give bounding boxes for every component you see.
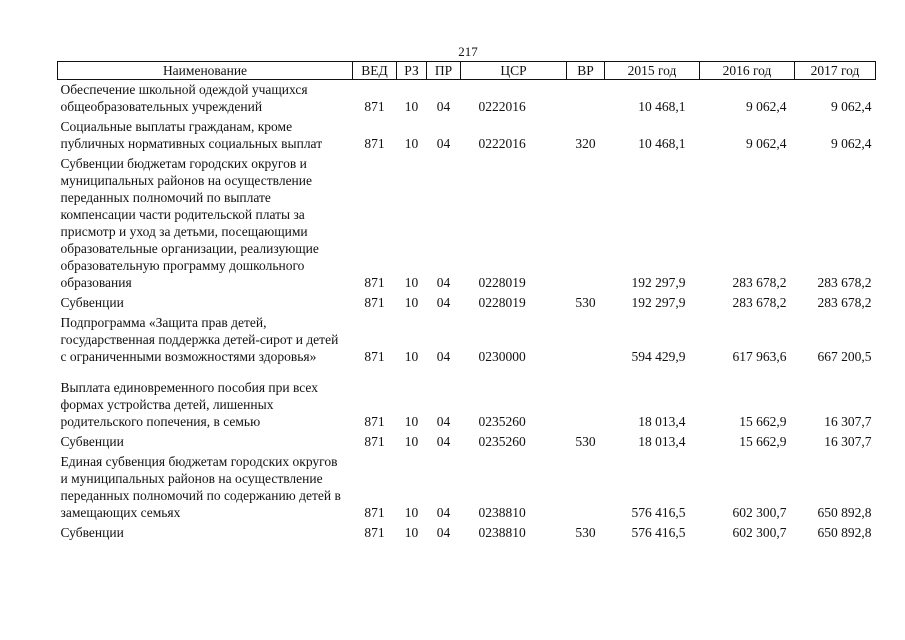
row-name: Субвенции	[60, 525, 124, 540]
row-name: Обеспечение школьной одеждой учащихся общеобразовательных учреждений	[60, 82, 308, 114]
table-row	[58, 154, 876, 293]
header-ved: ВЕД	[353, 62, 397, 80]
table-row	[58, 293, 876, 313]
row-2016: 283 678,2	[732, 295, 787, 310]
row-vr	[567, 367, 605, 432]
row-csr: 0222016	[478, 99, 526, 114]
row-vr	[567, 80, 605, 118]
row-2016: 15 662,9	[739, 434, 787, 449]
row-2017: 283 678,2	[817, 295, 872, 310]
row-2015: 18 013,4	[638, 434, 686, 449]
page-number: 217	[458, 44, 478, 59]
row-vr	[567, 452, 605, 523]
budget-table	[57, 61, 876, 543]
row-2016: 602 300,7	[732, 525, 787, 540]
row-csr: 0235260	[478, 434, 526, 449]
row-csr: 0222016	[478, 136, 526, 151]
row-csr: 0238810	[478, 525, 526, 540]
row-2016: 602 300,7	[732, 505, 787, 520]
row-pr: 04	[436, 295, 451, 310]
row-name: Субвенции	[60, 295, 124, 310]
row-2015: 18 013,4	[638, 414, 686, 429]
header-csr: ЦСР	[461, 62, 567, 80]
row-2015: 594 429,9	[631, 349, 686, 364]
table-row	[58, 367, 876, 432]
header-rz: РЗ	[397, 62, 427, 80]
row-2017: 283 678,2	[817, 275, 872, 290]
row-2015: 192 297,9	[631, 295, 686, 310]
row-csr: 0230000	[478, 349, 526, 364]
row-rz: 10	[404, 349, 419, 364]
row-ved: 871	[364, 99, 385, 114]
row-rz: 10	[404, 295, 419, 310]
table-header	[58, 62, 876, 80]
row-name: Субвенции	[60, 434, 124, 449]
header-2017: 2017 год	[795, 62, 876, 80]
row-2016: 15 662,9	[739, 414, 787, 429]
row-2017: 16 307,7	[824, 434, 872, 449]
table-row	[58, 523, 876, 543]
row-rz: 10	[404, 434, 419, 449]
header-2016: 2016 год	[700, 62, 795, 80]
row-ved: 871	[364, 414, 385, 429]
row-vr: 320	[575, 136, 596, 151]
row-2016: 283 678,2	[732, 275, 787, 290]
row-ved: 871	[364, 349, 385, 364]
row-csr: 0228019	[478, 295, 526, 310]
header-vr: ВР	[567, 62, 605, 80]
row-vr: 530	[575, 525, 596, 540]
row-vr: 530	[575, 434, 596, 449]
row-name: Подпрограмма «Защита прав детей, государственная поддержка детей-сирот и детей с ограниченными возможностями здоровья»	[60, 315, 339, 364]
row-pr: 04	[436, 275, 451, 290]
row-2017: 16 307,7	[824, 414, 872, 429]
row-ved: 871	[364, 295, 385, 310]
row-2015: 10 468,1	[638, 136, 686, 151]
row-vr: 530	[575, 295, 596, 310]
row-vr	[567, 154, 605, 293]
table-row	[58, 80, 876, 118]
table-row	[58, 452, 876, 523]
row-name: Единая субвенция бюджетам городских округов и муниципальных районов на осуществление переданных полномочий по содержанию детей в замещающих семьях	[60, 454, 341, 520]
row-ved: 871	[364, 525, 385, 540]
row-pr: 04	[436, 434, 451, 449]
row-pr: 04	[436, 349, 451, 364]
row-rz: 10	[404, 414, 419, 429]
row-2016: 9 062,4	[746, 136, 787, 151]
row-rz: 10	[404, 136, 419, 151]
row-csr: 0235260	[478, 414, 526, 429]
row-2015: 576 416,5	[631, 525, 686, 540]
row-name: Выплата единовременного пособия при всех формах устройства детей, лишенных родительского попечения, в семью	[60, 380, 318, 429]
row-name: Социальные выплаты гражданам, кроме публичных нормативных социальных выплат	[60, 119, 323, 151]
row-2015: 192 297,9	[631, 275, 686, 290]
header-pr: ПР	[427, 62, 461, 80]
row-ved: 871	[364, 505, 385, 520]
row-ved: 871	[364, 434, 385, 449]
header-2015: 2015 год	[605, 62, 700, 80]
row-rz: 10	[404, 505, 419, 520]
table-body	[58, 80, 876, 544]
row-rz: 10	[404, 99, 419, 114]
table-row	[58, 432, 876, 452]
row-pr: 04	[436, 136, 451, 151]
row-2017: 9 062,4	[831, 99, 872, 114]
row-2017: 650 892,8	[817, 505, 872, 520]
row-2015: 10 468,1	[638, 99, 686, 114]
row-ved: 871	[364, 136, 385, 151]
row-2016: 617 963,6	[732, 349, 787, 364]
row-pr: 04	[436, 99, 451, 114]
row-2015: 576 416,5	[631, 505, 686, 520]
row-vr	[567, 313, 605, 367]
row-pr: 04	[436, 525, 451, 540]
header-name: Наименование	[58, 62, 353, 80]
header-row	[58, 62, 876, 80]
row-ved: 871	[364, 275, 385, 290]
table-row	[58, 313, 876, 367]
row-pr: 04	[436, 414, 451, 429]
row-rz: 10	[404, 525, 419, 540]
row-rz: 10	[404, 275, 419, 290]
row-name: Субвенции бюджетам городских округов и муниципальных районов на осуществление переданных полномочий по выплате компенсации части родительской платы за присмотр и уход за детьми, посещающими образовательные организации, реализующие образовательную программу дошкольного образования	[60, 156, 319, 290]
row-csr: 0238810	[478, 505, 526, 520]
table-row	[58, 117, 876, 154]
row-2017: 650 892,8	[817, 525, 872, 540]
row-2017: 9 062,4	[831, 136, 872, 151]
row-2016: 9 062,4	[746, 99, 787, 114]
row-2017: 667 200,5	[817, 349, 872, 364]
row-csr: 0228019	[478, 275, 526, 290]
row-pr: 04	[436, 505, 451, 520]
